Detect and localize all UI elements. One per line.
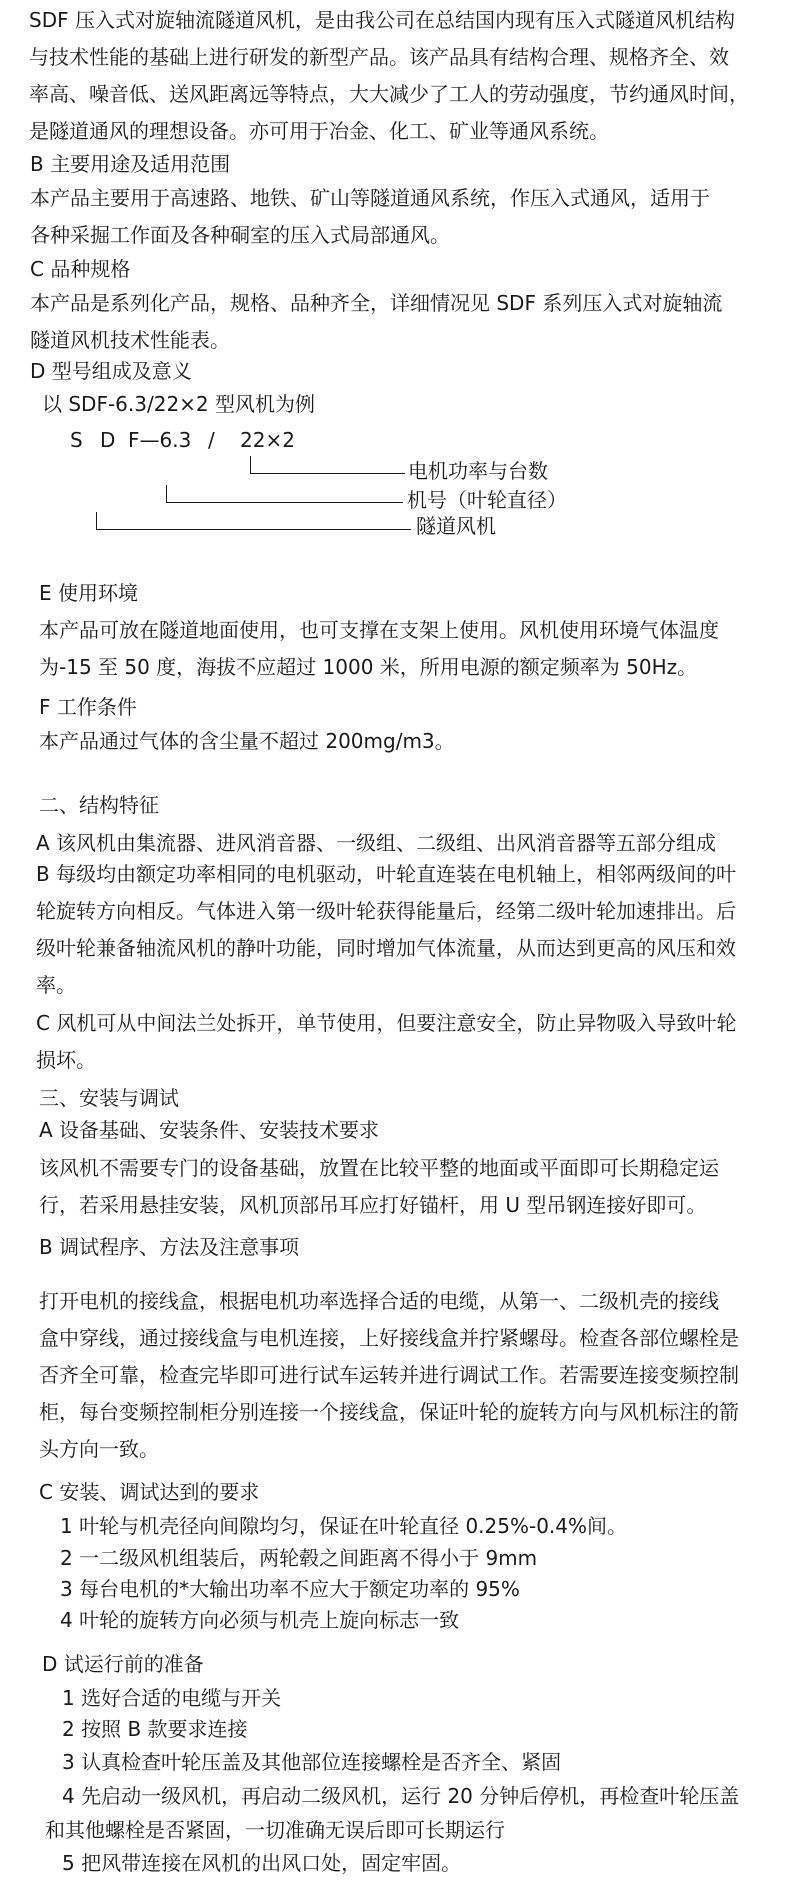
annotation-tunnel-fan: 隧道风机	[416, 514, 496, 538]
part-heading: 二、结构特征	[39, 793, 159, 817]
body-line: 隧道风机技术性能表。	[30, 328, 230, 352]
list-item: 和其他螺栓是否紧固，一切准确无误后即可长期运行	[45, 1818, 505, 1842]
body-line: C 风机可从中间法兰处拆开，单节使用，但要注意安全，防止异物吸入导致叶轮	[36, 1011, 737, 1035]
body-line: 级叶轮兼备轴流风机的静叶功能，同时增加气体流量，从而达到更高的风压和效	[36, 936, 736, 960]
model-part-d: D	[100, 428, 116, 452]
model-example: 以 SDF-6.3/22×2 型风机为例	[42, 392, 316, 416]
bracket-line	[250, 473, 405, 474]
list-item: 1 叶轮与机壳径向间隙均匀，保证在叶轮直径 0.25%-0.4%间。	[60, 1514, 628, 1538]
section-heading: B 主要用途及适用范围	[30, 152, 231, 176]
bracket-line	[166, 502, 403, 503]
body-line: 损坏。	[36, 1048, 96, 1072]
list-item: 4 先启动一级风机，再启动二级风机，运行 20 分钟后停机，再检查叶轮压盖	[62, 1784, 740, 1808]
list-item: 5 把风带连接在风机的出风口处，固定牢固。	[62, 1851, 462, 1875]
body-line: 率。	[36, 973, 76, 997]
model-part-f: F—6.3	[128, 428, 192, 452]
body-line: 打开电机的接线盒，根据电机功率选择合适的电缆，从第一、二级机壳的接线	[39, 1289, 719, 1313]
body-line: 轮旋转方向相反。气体进入第一级叶轮获得能量后，经第二级叶轮加速排出。后	[36, 899, 736, 923]
bracket-tick	[96, 512, 97, 530]
subsection-heading: D 试运行前的准备	[42, 1652, 204, 1676]
bracket-tick	[166, 485, 167, 503]
intro-line: 是隧道通风的理想设备。亦可用于冶金、化工、矿业等通风系统。	[29, 119, 609, 143]
body-line: 本产品可放在隧道地面使用，也可支撑在支架上使用。风机使用环境气体温度	[39, 618, 719, 642]
bracket-line	[96, 529, 411, 530]
bracket-tick	[250, 456, 251, 474]
section-heading: E 使用环境	[39, 581, 138, 605]
body-line: 本产品通过气体的含尘量不超过 200mg/m3。	[39, 729, 455, 753]
body-line: B 每级均由额定功率相同的电机驱动，叶轮直连装在电机轴上，相邻两级间的叶	[36, 862, 737, 886]
subsection-heading: C 安装、调试达到的要求	[39, 1480, 260, 1504]
body-line: 各种采掘工作面及各种硐室的压入式局部通风。	[30, 223, 450, 247]
subsection-heading: A 设备基础、安装条件、安装技术要求	[39, 1118, 380, 1142]
model-part-slash: /	[208, 428, 215, 452]
body-line: 否齐全可靠，检查完毕即可进行试车运转并进行调试工作。若需要连接变频控制	[39, 1363, 739, 1387]
body-line: 柜，每台变频控制柜分别连接一个接线盒，保证叶轮的旋转方向与风机标注的箭	[39, 1400, 739, 1424]
list-item: 1 选好合适的电缆与开关	[62, 1686, 282, 1710]
body-line: 该风机不需要专门的设备基础，放置在比较平整的地面或平面即可长期稳定运	[39, 1156, 719, 1180]
list-item: 2 一二级风机组装后，两轮毂之间距离不得小于 9mm	[60, 1546, 538, 1570]
list-item: 3 每台电机的*大输出功率不应大于额定功率的 95%	[60, 1577, 520, 1601]
list-item: 4 叶轮的旋转方向必须与机壳上旋向标志一致	[60, 1608, 460, 1632]
section-heading: F 工作条件	[39, 695, 137, 719]
intro-line: SDF 压入式对旋轴流隧道风机，是由我公司在总结国内现有压入式隧道风机结构	[29, 8, 735, 32]
body-line: 头方向一致。	[39, 1437, 159, 1461]
section-heading: D 型号组成及意义	[30, 359, 192, 383]
list-item: 3 认真检查叶轮压盖及其他部位连接螺栓是否齐全、紧固	[62, 1750, 562, 1774]
section-heading: C 品种规格	[30, 257, 131, 281]
intro-line: 与技术性能的基础上进行研发的新型产品。该产品具有结构合理、规格齐全、效	[29, 45, 729, 69]
subsection-heading: B 调试程序、方法及注意事项	[39, 1235, 300, 1259]
body-line: A 该风机由集流器、进风消音器、一级组、二级组、出风消音器等五部分组成	[36, 831, 717, 855]
annotation-machine-no: 机号（叶轮直径）	[407, 488, 567, 512]
annotation-power: 电机功率与台数	[408, 459, 548, 483]
body-line: 本产品是系列化产品，规格、品种齐全，详细情况见 SDF 系列压入式对旋轴流	[30, 291, 723, 315]
body-line: 为-15 至 50 度，海拔不应超过 1000 米，所用电源的额定频率为 50Hz。	[39, 655, 698, 679]
body-line: 盒中穿线，通过接线盒与电机连接，上好接线盒并拧紧螺母。检查各部位螺栓是	[39, 1326, 739, 1350]
part-heading: 三、安装与调试	[39, 1086, 179, 1110]
intro-line: 率高、噪音低、送风距离远等特点，大大减少了工人的劳动强度，节约通风时间，	[29, 82, 749, 106]
model-part-s: S	[70, 428, 83, 452]
list-item: 2 按照 B 款要求连接	[62, 1717, 248, 1741]
body-line: 行，若采用悬挂安装，风机顶部吊耳应打好锚杆，用 U 型吊钢连接好即可。	[39, 1193, 707, 1217]
body-line: 本产品主要用于高速路、地铁、矿山等隧道通风系统，作压入式通风，适用于	[30, 186, 710, 210]
model-part-power: 22×2	[240, 428, 295, 452]
